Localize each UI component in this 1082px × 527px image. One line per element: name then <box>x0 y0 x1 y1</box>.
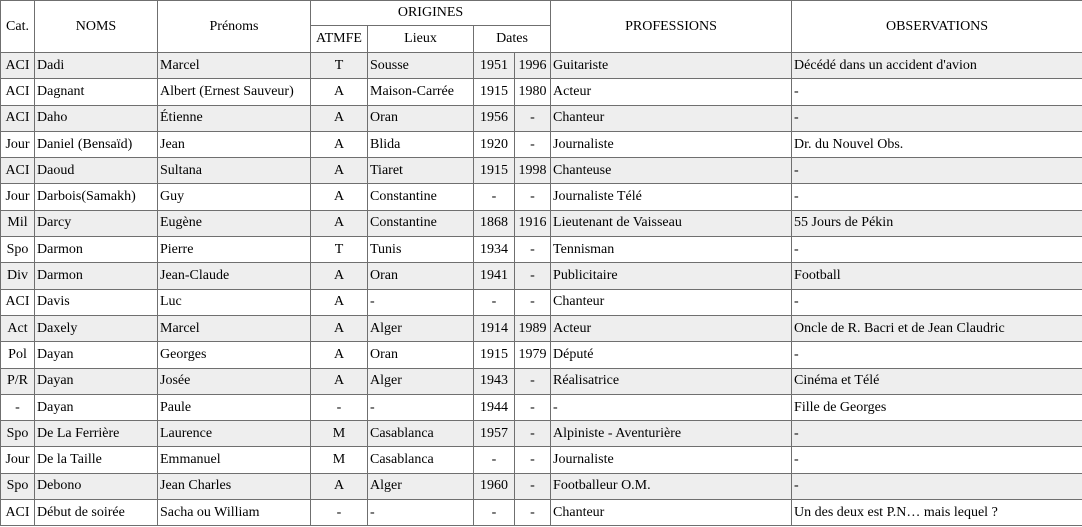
cell-observation: - <box>792 237 1082 263</box>
cell-lieu: Maison-Carrée <box>368 79 474 105</box>
cell-prenom: Guy <box>158 184 311 210</box>
cell-date-end: - <box>515 131 551 157</box>
cell-nom: De la Taille <box>35 447 158 473</box>
cell-observation: Fille de Georges <box>792 394 1082 420</box>
cell-atmfe: A <box>311 105 368 131</box>
cell-lieu: Oran <box>368 105 474 131</box>
cell-lieu: Constantine <box>368 210 474 236</box>
cell-lieu: Casablanca <box>368 421 474 447</box>
cell-profession: Journaliste <box>551 447 792 473</box>
cell-prenom: Marcel <box>158 53 311 79</box>
table-row <box>1 263 1082 289</box>
cell-cat: Spo <box>1 421 35 447</box>
cell-observation: Dr. du Nouvel Obs. <box>792 131 1082 157</box>
cell-prenom: Luc <box>158 289 311 315</box>
cell-profession: Réalisatrice <box>551 368 792 394</box>
cell-profession: Acteur <box>551 79 792 105</box>
cell-prenom: Josée <box>158 368 311 394</box>
cell-observation: - <box>792 447 1082 473</box>
cell-profession: Chanteuse <box>551 158 792 184</box>
cell-cat: Div <box>1 263 35 289</box>
cell-prenom: Sultana <box>158 158 311 184</box>
cell-atmfe: A <box>311 158 368 184</box>
cell-atmfe: A <box>311 263 368 289</box>
cell-cat: Jour <box>1 131 35 157</box>
cell-observation: Décédé dans un accident d'avion <box>792 53 1082 79</box>
cell-date-start: - <box>474 289 515 315</box>
cell-atmfe: A <box>311 79 368 105</box>
cell-observation: Oncle de R. Bacri et de Jean Claudric <box>792 315 1082 341</box>
cell-date-start: 1914 <box>474 315 515 341</box>
cell-atmfe: A <box>311 131 368 157</box>
cell-prenom: Marcel <box>158 315 311 341</box>
cell-atmfe: A <box>311 473 368 499</box>
cell-nom: Daoud <box>35 158 158 184</box>
cell-observation: - <box>792 289 1082 315</box>
cell-prenom: Jean-Claude <box>158 263 311 289</box>
cell-observation: - <box>792 342 1082 368</box>
cell-atmfe: A <box>311 210 368 236</box>
cell-atmfe: A <box>311 289 368 315</box>
cell-date-start: 1944 <box>474 394 515 420</box>
table-row <box>1 105 1082 131</box>
cell-nom: Dayan <box>35 394 158 420</box>
cell-cat: Mil <box>1 210 35 236</box>
cell-lieu: - <box>368 394 474 420</box>
cell-profession: Tennisman <box>551 237 792 263</box>
cell-date-start: 1934 <box>474 237 515 263</box>
table-row <box>1 210 1082 236</box>
cell-date-end: - <box>515 394 551 420</box>
cell-date-end: - <box>515 500 551 526</box>
cell-date-start: 1920 <box>474 131 515 157</box>
cell-cat: Spo <box>1 237 35 263</box>
cell-atmfe: A <box>311 315 368 341</box>
cell-observation: - <box>792 473 1082 499</box>
cell-cat: ACI <box>1 53 35 79</box>
cell-date-end: - <box>515 237 551 263</box>
cell-cat: ACI <box>1 105 35 131</box>
cell-atmfe: M <box>311 421 368 447</box>
cell-date-start: 1868 <box>474 210 515 236</box>
cell-prenom: Étienne <box>158 105 311 131</box>
cell-observation: - <box>792 79 1082 105</box>
cell-nom: Dayan <box>35 368 158 394</box>
cell-profession: Chanteur <box>551 500 792 526</box>
cell-date-start: - <box>474 184 515 210</box>
cell-prenom: Georges <box>158 342 311 368</box>
cell-date-end: - <box>515 473 551 499</box>
header-origines: ORIGINES <box>311 1 551 26</box>
cell-lieu: Tunis <box>368 237 474 263</box>
cell-prenom: Eugène <box>158 210 311 236</box>
cell-cat: Spo <box>1 473 35 499</box>
cell-cat: Pol <box>1 342 35 368</box>
cell-date-start: 1960 <box>474 473 515 499</box>
cell-lieu: Alger <box>368 473 474 499</box>
cell-observation: Cinéma et Télé <box>792 368 1082 394</box>
cell-prenom: Jean <box>158 131 311 157</box>
cell-date-start: 1957 <box>474 421 515 447</box>
cell-date-end: - <box>515 105 551 131</box>
header-lieux: Lieux <box>368 26 474 53</box>
cell-profession: Chanteur <box>551 105 792 131</box>
cell-observation: - <box>792 184 1082 210</box>
cell-date-end: 1989 <box>515 315 551 341</box>
header-observations: OBSERVATIONS <box>792 1 1082 53</box>
cell-nom: Début de soirée <box>35 500 158 526</box>
header-noms: NOMS <box>35 1 158 53</box>
cell-profession: Chanteur <box>551 289 792 315</box>
cell-date-end: - <box>515 289 551 315</box>
cell-atmfe: A <box>311 342 368 368</box>
cell-lieu: Casablanca <box>368 447 474 473</box>
cell-date-start: - <box>474 500 515 526</box>
cell-nom: Darcy <box>35 210 158 236</box>
cell-date-start: 1951 <box>474 53 515 79</box>
cell-date-end: 1980 <box>515 79 551 105</box>
cell-date-start: 1915 <box>474 342 515 368</box>
cell-nom: Dagnant <box>35 79 158 105</box>
table-row <box>1 368 1082 394</box>
table-row <box>1 500 1082 526</box>
header-dates: Dates <box>474 26 551 53</box>
cell-nom: Davis <box>35 289 158 315</box>
cell-profession: Acteur <box>551 315 792 341</box>
cell-nom: Dadi <box>35 53 158 79</box>
cell-nom: Darbois(Samakh) <box>35 184 158 210</box>
cell-profession: Alpiniste - Aventurière <box>551 421 792 447</box>
table-row <box>1 473 1082 499</box>
table-row <box>1 79 1082 105</box>
cell-profession: Footballeur O.M. <box>551 473 792 499</box>
cell-nom: Darmon <box>35 263 158 289</box>
cell-atmfe: - <box>311 394 368 420</box>
cell-date-end: - <box>515 263 551 289</box>
cell-profession: - <box>551 394 792 420</box>
cell-cat: ACI <box>1 500 35 526</box>
cell-profession: Publicitaire <box>551 263 792 289</box>
table-header <box>1 1 1082 53</box>
cell-observation: - <box>792 421 1082 447</box>
cell-cat: P/R <box>1 368 35 394</box>
cell-cat: - <box>1 394 35 420</box>
cell-prenom: Jean Charles <box>158 473 311 499</box>
cell-lieu: Blida <box>368 131 474 157</box>
cell-atmfe: T <box>311 237 368 263</box>
cell-date-start: - <box>474 447 515 473</box>
cell-date-end: - <box>515 368 551 394</box>
cell-lieu: Oran <box>368 342 474 368</box>
cell-atmfe: A <box>311 368 368 394</box>
cell-observation: - <box>792 105 1082 131</box>
cell-prenom: Pierre <box>158 237 311 263</box>
cell-nom: Debono <box>35 473 158 499</box>
cell-prenom: Albert (Ernest Sauveur) <box>158 79 311 105</box>
table-row <box>1 421 1082 447</box>
cell-lieu: - <box>368 289 474 315</box>
cell-observation: Football <box>792 263 1082 289</box>
cell-nom: Daho <box>35 105 158 131</box>
cell-date-end: - <box>515 184 551 210</box>
cell-date-end: - <box>515 447 551 473</box>
cell-date-end: 1916 <box>515 210 551 236</box>
cell-profession: Journaliste <box>551 131 792 157</box>
cell-lieu: Sousse <box>368 53 474 79</box>
cell-date-end: - <box>515 421 551 447</box>
cell-observation: - <box>792 158 1082 184</box>
cell-atmfe: A <box>311 184 368 210</box>
cell-observation: Un des deux est P.N… mais lequel ? <box>792 500 1082 526</box>
header-cat: Cat. <box>1 1 35 53</box>
cell-date-start: 1956 <box>474 105 515 131</box>
header-professions: PROFESSIONS <box>551 1 792 53</box>
table-row <box>1 184 1082 210</box>
table-row <box>1 315 1082 341</box>
cell-atmfe: - <box>311 500 368 526</box>
cell-date-start: 1915 <box>474 79 515 105</box>
cell-prenom: Laurence <box>158 421 311 447</box>
cell-lieu: Alger <box>368 315 474 341</box>
cell-lieu: - <box>368 500 474 526</box>
cell-cat: ACI <box>1 79 35 105</box>
cell-nom: De La Ferrière <box>35 421 158 447</box>
cell-date-start: 1943 <box>474 368 515 394</box>
table-body <box>1 53 1082 526</box>
cell-lieu: Oran <box>368 263 474 289</box>
header-prenoms: Prénoms <box>158 1 311 53</box>
cell-lieu: Constantine <box>368 184 474 210</box>
cell-prenom: Emmanuel <box>158 447 311 473</box>
cell-atmfe: T <box>311 53 368 79</box>
cell-cat: ACI <box>1 289 35 315</box>
table-row <box>1 158 1082 184</box>
cell-prenom: Sacha ou William <box>158 500 311 526</box>
cell-atmfe: M <box>311 447 368 473</box>
cell-lieu: Tiaret <box>368 158 474 184</box>
table-row <box>1 447 1082 473</box>
cell-profession: Député <box>551 342 792 368</box>
table-row <box>1 289 1082 315</box>
cell-date-end: 1998 <box>515 158 551 184</box>
cell-nom: Daniel (Bensaïd) <box>35 131 158 157</box>
table-row <box>1 237 1082 263</box>
cell-lieu: Alger <box>368 368 474 394</box>
cell-profession: Journaliste Télé <box>551 184 792 210</box>
cell-nom: Dayan <box>35 342 158 368</box>
cell-nom: Daxely <box>35 315 158 341</box>
cell-cat: Jour <box>1 447 35 473</box>
cell-date-end: 1979 <box>515 342 551 368</box>
cell-date-end: 1996 <box>515 53 551 79</box>
cell-profession: Lieutenant de Vaisseau <box>551 210 792 236</box>
cell-cat: Jour <box>1 184 35 210</box>
table-row <box>1 342 1082 368</box>
cell-date-start: 1941 <box>474 263 515 289</box>
cell-observation: 55 Jours de Pékin <box>792 210 1082 236</box>
cell-prenom: Paule <box>158 394 311 420</box>
table-row <box>1 131 1082 157</box>
cell-cat: Act <box>1 315 35 341</box>
cell-nom: Darmon <box>35 237 158 263</box>
header-atmfe: ATMFE <box>311 26 368 53</box>
cell-date-start: 1915 <box>474 158 515 184</box>
cell-profession: Guitariste <box>551 53 792 79</box>
table-row <box>1 394 1082 420</box>
cell-cat: ACI <box>1 158 35 184</box>
table-row <box>1 53 1082 79</box>
